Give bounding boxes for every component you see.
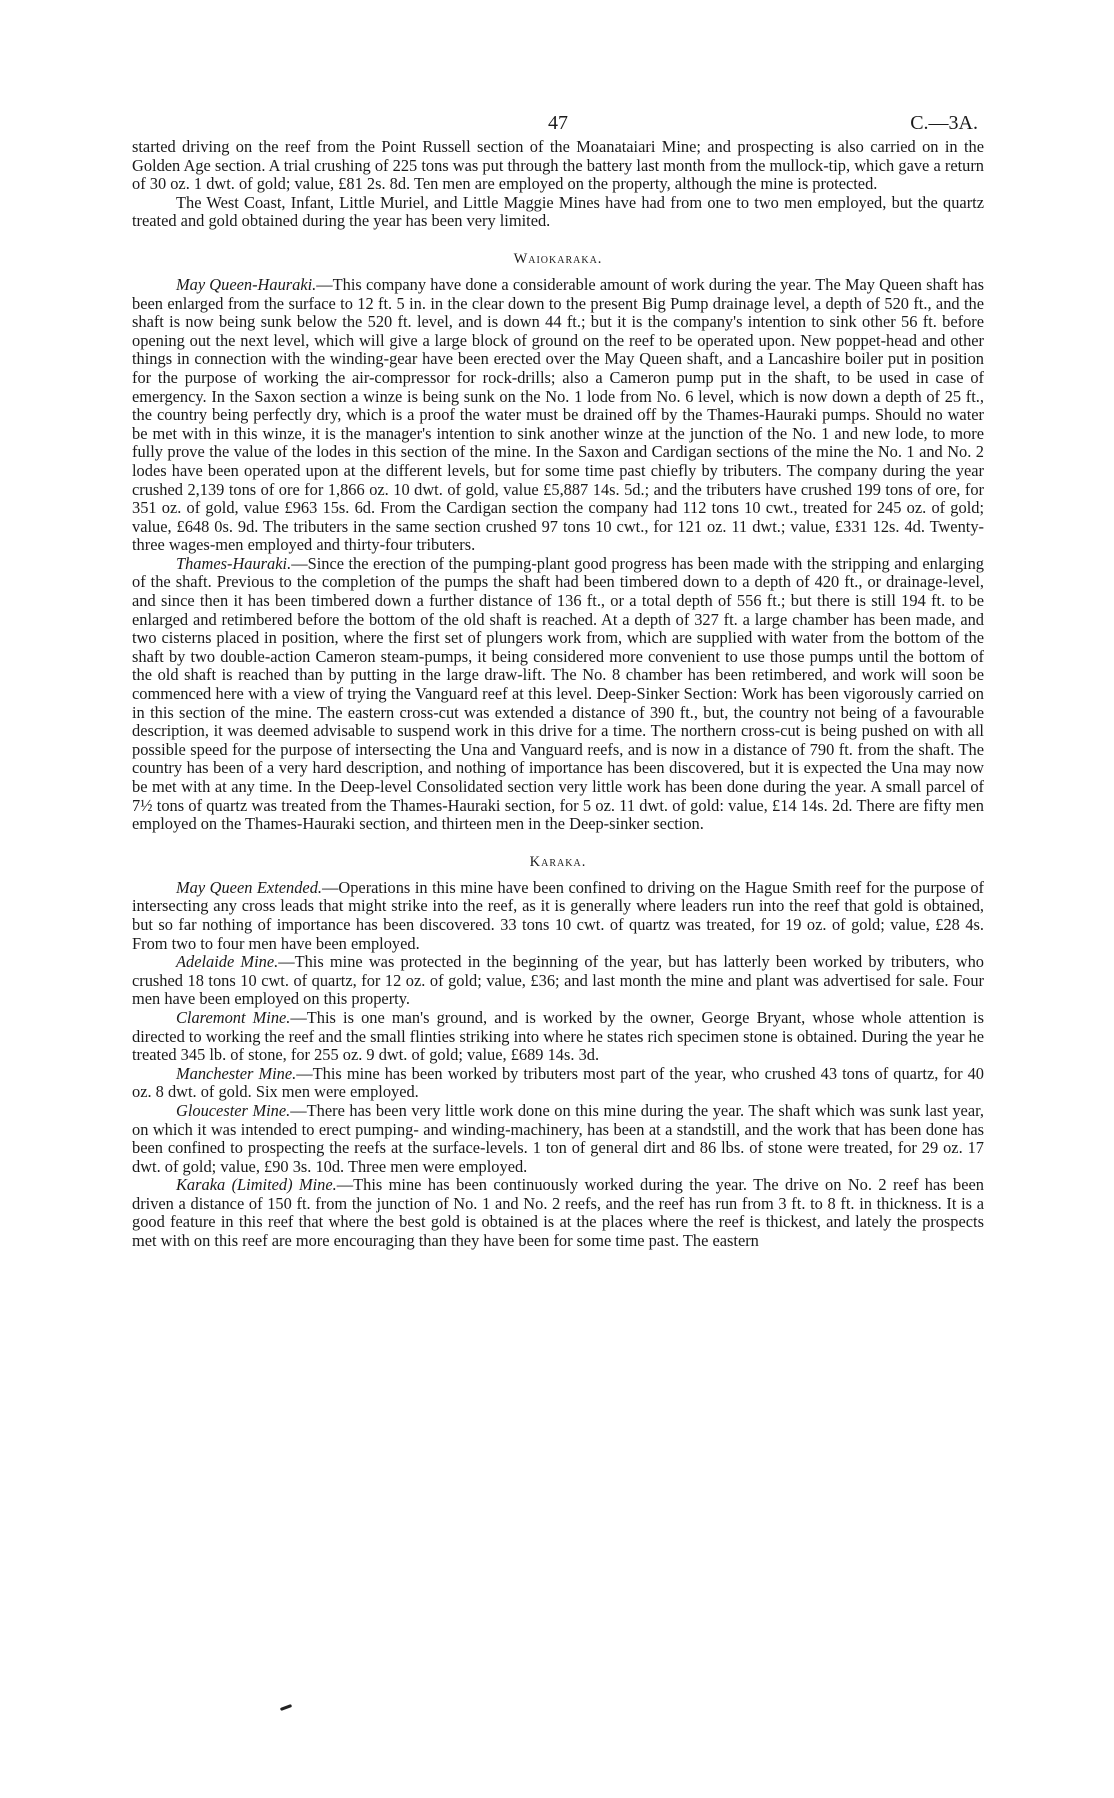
paragraph-karaka-limited [132, 1176, 984, 1250]
section-heading-karaka: Karaka. [529, 853, 587, 870]
mine-title-claremont: Claremont Mine. [176, 1007, 291, 1027]
mine-title-karaka-limited: Karaka (Limited) Mine. [176, 1175, 337, 1195]
mine-text-may-queen-hauraki: —This company have done a considerable amount of work during the year. The May Queen shaft has been enlarged from the surface to 12 ft. 5 in. in the clear down to the present Big Pump drainage level, a depth of 520 ft., and the shaft is now being sunk below the 520 ft. level, and is down 44 ft.; but it is the company's intention to sink other 56 ft. before opening out the next level, which will give a large block of ground on the reef to be operated upon. New poppet-head and other things in connection with the winding-gear have been erected over the May Queen shaft, and a Lancashire boiler put in position for the purpose of working the air-compressor for rock-drills; also a Cameron pump put in the shaft, to be used in case of emergency. In the Saxon section a winze is being sunk on the No. 1 lode from No. 6 level, which is now down a depth of 25 ft., the country being perfectly dry, which is a proof the water must be drained off by the Thames-Hauraki pumps. Should no water be met with in this winze, it is the manager's intention to sink another winze at the junction of the No. 1 and new lode, to more fully prove the value of the lodes in this section of the mine. In the Saxon and Cardigan sections of the mine the No. 1 and No. 2 lodes have been operated upon at the different levels, but for some time past chiefly by tributers. The company during the year crushed 2,139 tons of ore for 1,866 oz. 10 dwt. of gold, value £5,887 14s. 5d.; and the tributers have crushed 199 tons of ore, for 351 oz. of gold, value £963 15s. 6d. From the Cardigan section the company had 112 tons 10 cwt., treated for 245 oz. of gold; value, £648 0s. 9d. The tributers in the same section crushed 97 tons 10 cwt., for 121 oz. 11 dwt.; value, £331 12s. 4d. Twenty-three wages-men employed and thirty-four tributers. [132, 274, 984, 555]
paragraph-claremont [132, 1009, 984, 1065]
document-page [132, 100, 984, 1251]
page-number: 47 [548, 112, 568, 134]
page-header [132, 100, 984, 138]
mine-title-may-queen-hauraki: May Queen-Hauraki. [176, 274, 317, 294]
mine-text-gloucester: —There has been very little work done on this mine during the year. The shaft which was sunk last year, on which it was intended to erect pumping- and winding-machinery, has been at a standstill, and the work that has been done has been confined to prospecting the reefs at the surface-levels. 1 ton of general dirt and 86 lbs. of stone were treated, for 29 oz. 17 dwt. of gold; value, £90 3s. 10d. Three men were employed. [132, 1100, 984, 1176]
paragraph-gloucester [132, 1102, 984, 1176]
mine-text-karaka-limited: —This mine has been continuously worked during the year. The drive on No. 2 reef has been driven a distance of 150 ft. from the junction of No. 1 and No. 2 reefs, and the reef has run from 3 ft. to 8 ft. in thickness. It is a good feature in this reef that where the best gold is obtained is at the places where the reef is thickest, and lately the prospects met with on this reef are more encouraging than they have been for some time past. The eastern [132, 1175, 984, 1251]
paragraph-may-queen-hauraki [132, 276, 984, 555]
paragraph-manchester [132, 1065, 984, 1102]
paragraph-adelaide [132, 953, 984, 1009]
paragraph-may-queen-extended [132, 879, 984, 953]
mine-text-adelaide: —This mine was protected in the beginning of the year, but has latterly been worked by tributers, who crushed 18 tons 10 cwt. of quartz, for 12 oz. of gold; value, £36; and last month the mine and plant was advertised for sale. Four men have been employed on this property. [132, 952, 984, 1009]
paragraph-west-coast: The West Coast, Infant, Little Muriel, and Little Maggie Mines have had from one to two men employed, but the quartz treated and gold obtained during the year has been very limited. [132, 192, 984, 231]
mine-text-thames-hauraki: —Since the erection of the pumping-plant good progress has been made with the stripping and enlarging of the shaft. Previous to the completion of the pumps the shaft had been timbered down to a depth of 420 ft., or drainage-level, and since then it has been timbered down a further distance of 136 ft., or a total depth of 556 ft.; but there is still 194 ft. to be enlarged and retimbered before the bottom of the old shaft is reached. At a depth of 327 ft. a large chamber has been made, and two cisterns placed in position, where the first set of plungers work from, which are supplied with water from the bottom of the shaft by two double-action Cameron steam-pumps, it being considered more convenient to use those pumps until the bottom of the old shaft is reached than by putting in the large draw-lift. The No. 8 chamber has been retimbered, and work will soon be commenced here with a view of trying the Vanguard reef at this level. Deep-Sinker Section: Work has been vigorously carried on in this section of the mine. The eastern cross-cut was extended a distance of 390 ft., but, the country not being of a favourable description, it was deemed advisable to suspend work in this drive for a time. The northern cross-cut is being pushed on with all possible speed for the purpose of intersecting the Una and Vanguard reefs, and is now in a distance of 790 ft. from the shaft. The country has been of a very hard description, and nothing of importance has been discovered, but it is expected the Una may now be met with at any time. In the Deep-level Consolidated section very little work has been done during the year. A small parcel of 7½ tons of quartz was treated from the Thames-Hauraki section, for 5 oz. 11 dwt. of gold: value, £14 14s. 2d. There are fifty men employed on the Thames-Hauraki section, and thirteen men in the Deep-sinker section. [132, 553, 984, 834]
mine-title-gloucester: Gloucester Mine. [176, 1100, 291, 1120]
section-heading-waiokaraka: Waiokaraka. [513, 250, 603, 267]
mine-title-adelaide: Adelaide Mine. [176, 952, 279, 972]
paragraph-moanataiari: started driving on the reef from the Point Russell section of the Moanataiari Mine; and prospecting is also carried on in the Golden Age section. A trial crushing of 225 tons was put through the battery last month from the mullock-tip, which gave a return of 30 oz. 1 dwt. of gold; value, £81 2s. 8d. Ten men are employed on the property, although the mine is protected. [132, 137, 984, 194]
mine-text-manchester: —This mine has been worked by tributers most part of the year, who crushed 43 tons of quartz, for 40 oz. 8 dwt. of gold. Six men were employed. [132, 1063, 985, 1102]
mine-text-may-queen-extended: —Operations in this mine have been confined to driving on the Hague Smith reef for the purpose of intersecting any cross leads that might strike into the reef, as it is generally where leaders run into the reef that gold is obtained, but so far nothing of importance has been discovered. 33 tons 10 cwt. of quartz was treated, for 19 oz. of gold; value, £28 4s. From two to four men have been employed. [132, 877, 984, 953]
mine-title-thames-hauraki: Thames-Hauraki. [176, 553, 292, 573]
mine-text-claremont: —This is one man's ground, and is worked by the owner, George Bryant, whose whole attention is directed to working the reef and the small flinties striking into where he states rich specimen stone is obtained. During the year he treated 345 lb. of stone, for 255 oz. 9 dwt. of gold; value, £689 14s. 3d. [132, 1007, 984, 1065]
mine-title-may-queen-extended: May Queen Extended. [176, 877, 322, 897]
ink-mark [280, 1704, 292, 1711]
document-code: C.—3A. [910, 112, 978, 134]
mine-title-manchester: Manchester Mine. [176, 1063, 297, 1083]
paragraph-thames-hauraki [132, 555, 984, 834]
